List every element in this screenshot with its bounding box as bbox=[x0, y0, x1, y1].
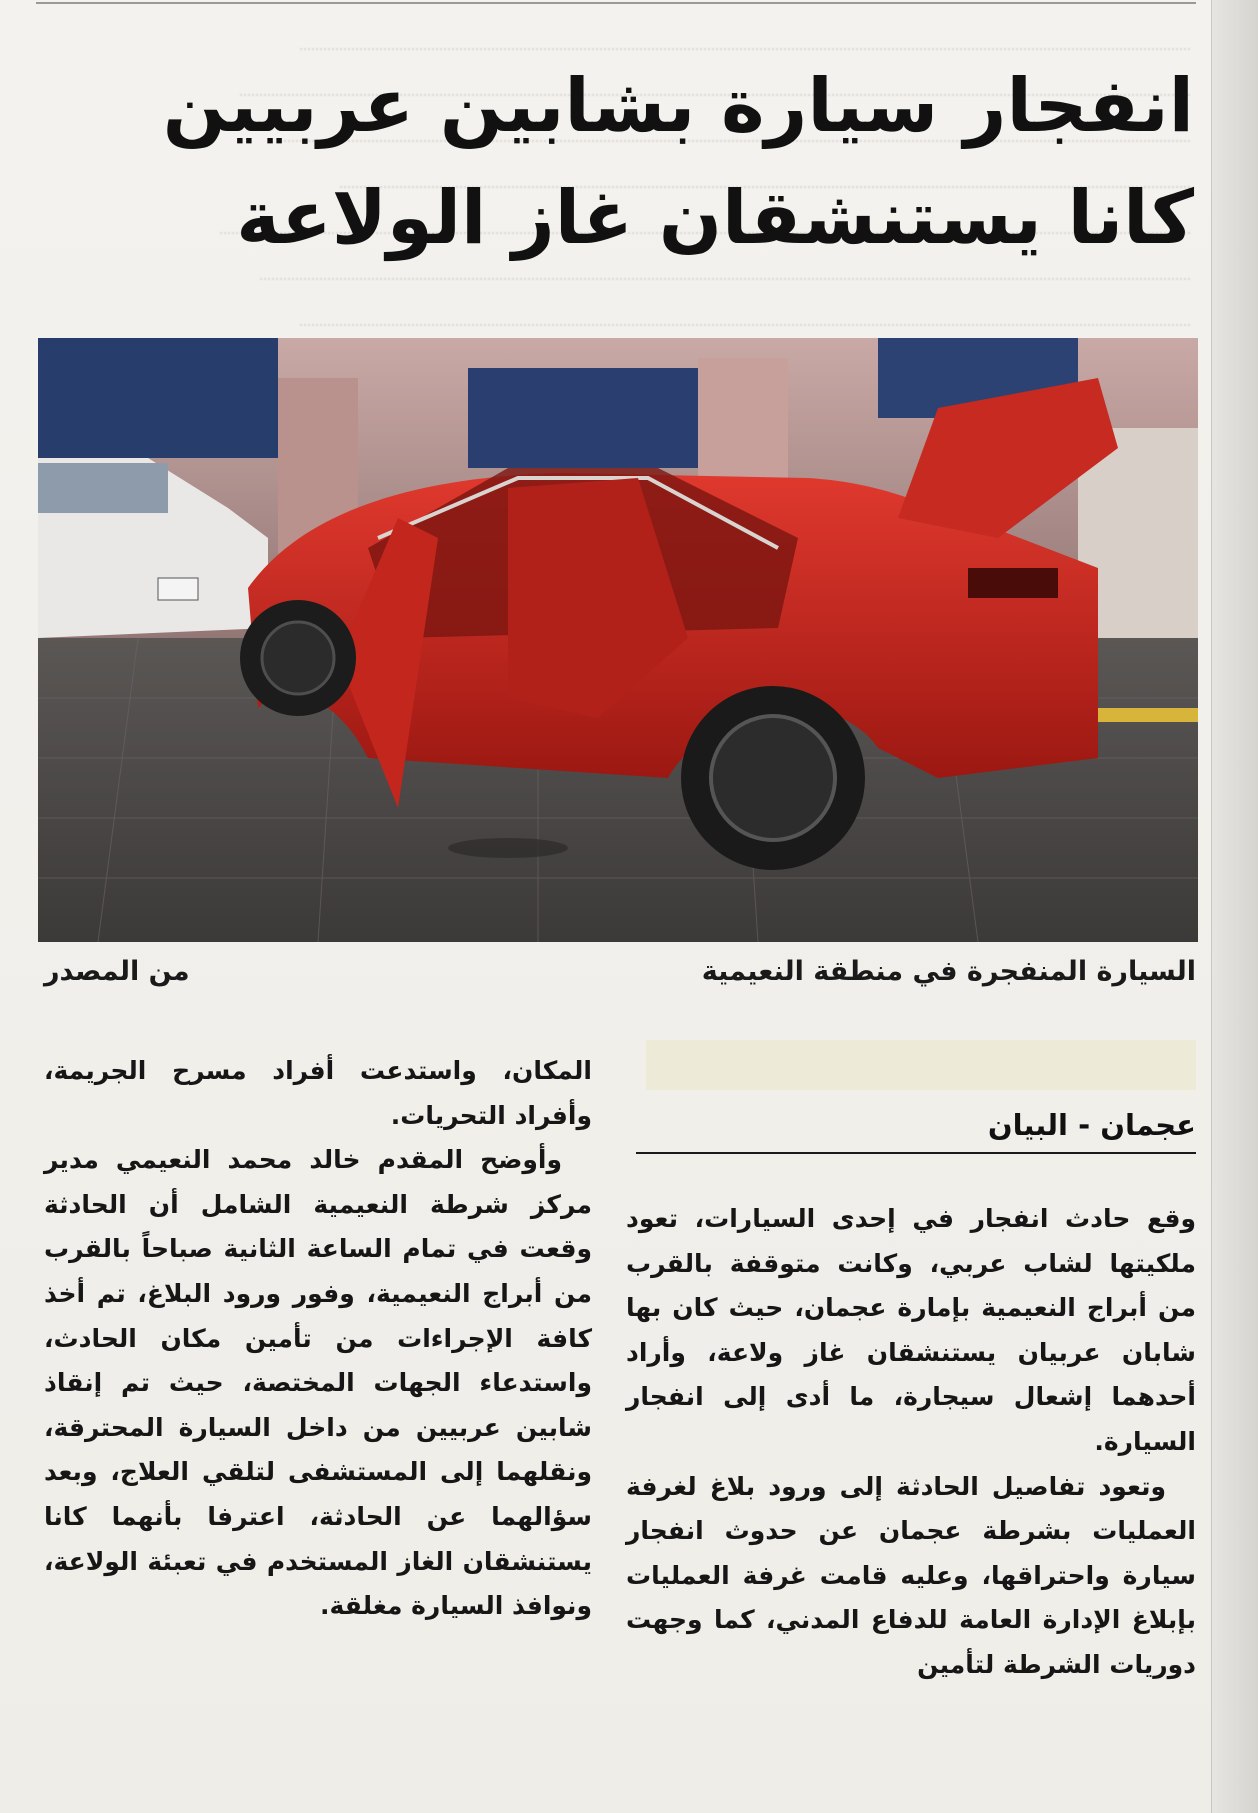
paragraph: وتعود تفاصيل الحادثة إلى ورود بلاغ لغرفة العمليات بشرطة عجمان عن حدوث انفجار سيارة واحتراقها، وعليه قامت غرفة العمليات بإبلاغ الإدارة العامة للدفاع المدني، كما وجهت دوريات الشرطة لتأمين bbox=[626, 1471, 1196, 1679]
news-photo bbox=[38, 338, 1198, 942]
paragraph: المكان، واستدعت أفراد مسرح الجريمة، وأفراد التحريات. bbox=[44, 1056, 592, 1130]
top-rule bbox=[36, 2, 1196, 4]
headline bbox=[94, 50, 1194, 274]
paragraph: وقع حادث انفجار في إحدى السيارات، تعود ملكيتها لشاب عربي، وكانت متوقفة بالقرب من أبراج النعيمية بإمارة عجمان، حيث كان بها شابان عربيان يستنشقان غاز ولاعة، وأراد أحدهما إشعال سيجارة، ما أدى إلى انفجار السيارة. bbox=[626, 1204, 1196, 1456]
bleed-through-band bbox=[646, 1040, 1196, 1090]
photo-caption: السيارة المنفجرة في منطقة النعيمية bbox=[701, 956, 1196, 987]
article-column-right bbox=[626, 1197, 1196, 1688]
exploded-car-illustration bbox=[38, 338, 1198, 942]
page-edge bbox=[1211, 0, 1258, 1813]
paragraph: وأوضح المقدم خالد محمد النعيمي مدير مركز شرطة النعيمية الشامل أن الحادثة وقعت في تمام الساعة الثانية صباحاً بالقرب من أبراج النعيمية، وفور ورود البلاغ، تم أخذ كافة الإجراءات من تأمين مكان الحادث، واستدعاء الجهات المختصة، حيث تم إنقاذ شابين عربيين من داخل السيارة المحترقة، ونقلهما إلى المستشفى لتلقي العلاج، وبعد سؤالهما عن الحادثة، اعترفا بأنهما كانا يستنشقان الغاز المستخدم في تعبئة الولاعة، ونوافذ السيارة مغلقة. bbox=[44, 1145, 592, 1621]
byline: عجمان - البيان bbox=[636, 1108, 1196, 1154]
article-column-left bbox=[44, 1049, 592, 1629]
headline-line-1: انفجار سيارة بشابين عربيين bbox=[162, 63, 1194, 149]
headline-line-2: كانا يستنشقان غاز الولاعة bbox=[236, 175, 1194, 261]
photo-credit: من المصدر bbox=[44, 956, 190, 987]
